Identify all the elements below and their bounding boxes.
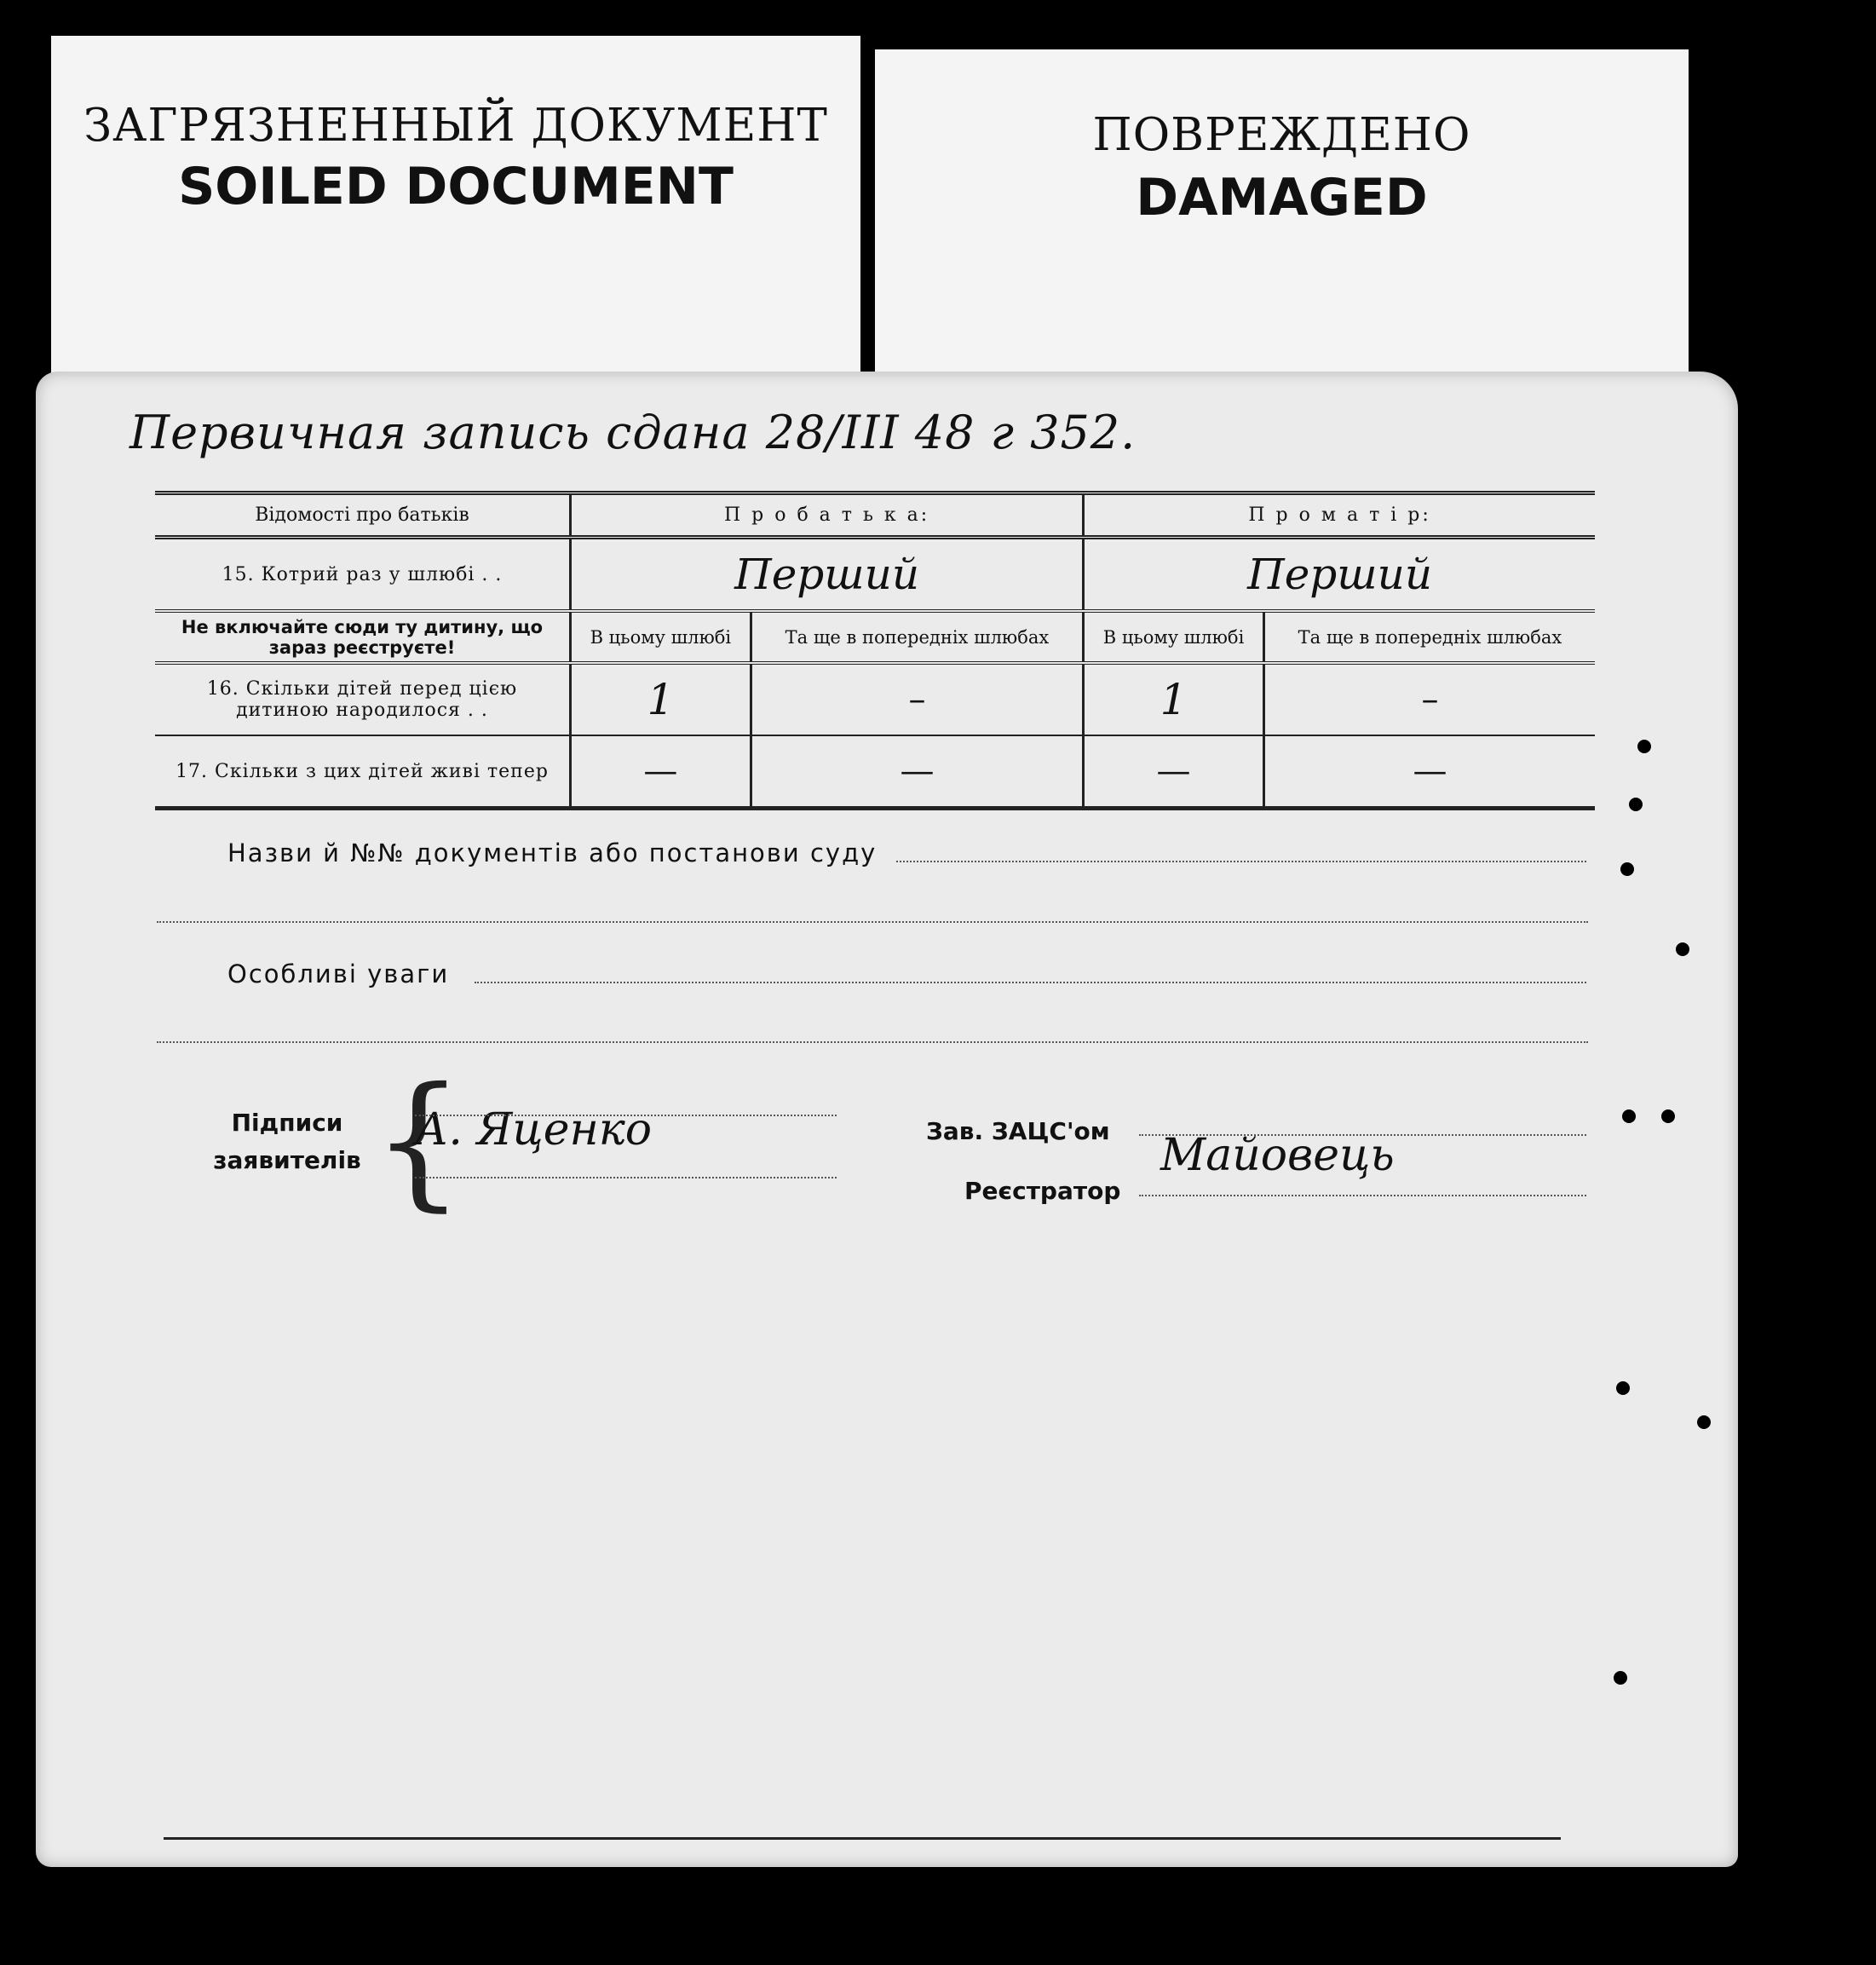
- table-row-16: [155, 663, 1595, 735]
- table-row-15: [155, 538, 1595, 612]
- soiled-document-label: [51, 36, 860, 377]
- punch-hole: [1616, 1381, 1630, 1395]
- applicant-signature-line-2: [415, 1177, 837, 1178]
- damaged-label-en: DAMAGED: [1136, 168, 1428, 228]
- applicant-signature: А. Яценко: [415, 1104, 653, 1155]
- row17-mother-this: —: [1084, 735, 1264, 809]
- punch-hole: [1622, 1109, 1636, 1123]
- parents-info-table: [155, 491, 1595, 810]
- punch-hole: [1629, 798, 1643, 811]
- subheader-father-previous: Та ще в попередніх шлюбах: [751, 611, 1083, 663]
- table-subheader-row: [155, 611, 1595, 663]
- header-father: П р о б а т ь к а:: [571, 493, 1084, 538]
- table-header-row: [155, 493, 1595, 538]
- registrar-signature-line: [1139, 1195, 1586, 1196]
- row16-mother-previous: –: [1263, 663, 1595, 735]
- soiled-label-en: SOILED DOCUMENT: [178, 157, 734, 216]
- subheader-mother-this: В цьому шлюбі: [1084, 611, 1264, 663]
- row15-mother: Перший: [1084, 538, 1595, 612]
- bottom-rule: [164, 1837, 1561, 1840]
- notes-field-label: Особливі уваги: [227, 959, 450, 988]
- row16-father-this: 1: [571, 663, 751, 735]
- row17-father-this: —: [571, 735, 751, 809]
- row16-label: 16. Скільки дітей перед цією дитиною народилося . .: [155, 663, 571, 735]
- handwritten-header-note: Первичная запись сдана 28/ІІІ 48 г 352.: [129, 406, 1137, 459]
- notes-dotted-line-2: [157, 1041, 1588, 1043]
- damaged-label-ru: ПОВРЕЖДЕНО: [1092, 109, 1471, 161]
- punch-hole: [1637, 740, 1651, 753]
- row17-father-previous: —: [751, 735, 1083, 809]
- subheader-father-this: В цьому шлюбі: [571, 611, 751, 663]
- documents-dotted-line-2: [157, 921, 1588, 923]
- row17-mother-previous: —: [1263, 735, 1595, 809]
- punch-hole: [1620, 862, 1634, 876]
- applicants-signatures-label: Підписи заявителів: [213, 1109, 361, 1174]
- documents-field-label: Назви й №№ документів або постанови суду: [227, 838, 878, 867]
- punch-hole: [1697, 1415, 1711, 1429]
- row16-mother-this: 1: [1084, 663, 1264, 735]
- row16-father-previous: –: [751, 663, 1083, 735]
- applicant-signature-line: [415, 1115, 837, 1116]
- damaged-label: [875, 49, 1689, 390]
- registrar-signature: Майовець: [1160, 1130, 1395, 1181]
- punch-hole: [1614, 1671, 1627, 1685]
- notes-dotted-line: [475, 982, 1586, 983]
- registrar-label: Реєстратор: [964, 1177, 1121, 1205]
- registration-form-sheet: [36, 372, 1738, 1867]
- punch-hole: [1676, 942, 1689, 956]
- header-parents-info: Відомості про батьків: [155, 493, 571, 538]
- brace-symbol: {: [372, 1057, 465, 1225]
- row17-label: 17. Скільки з цих дітей живі тепер: [155, 735, 571, 809]
- punch-hole: [1661, 1109, 1675, 1123]
- table-row-17: [155, 735, 1595, 809]
- row15-label: 15. Котрий раз у шлюбі . .: [155, 538, 571, 612]
- row15-father: Перший: [571, 538, 1084, 612]
- soiled-label-ru: ЗАГРЯЗНЕННЫЙ ДОКУМЕНТ: [83, 100, 828, 152]
- subheader-note: Не включайте сюди ту дитину, що зараз реєструєте!: [155, 611, 571, 663]
- subheader-mother-previous: Та ще в попередніх шлюбах: [1263, 611, 1595, 663]
- documents-dotted-line: [896, 861, 1586, 862]
- header-mother: П р о м а т і р:: [1084, 493, 1595, 538]
- head-zags-label: Зав. ЗАЦС'ом: [926, 1117, 1110, 1145]
